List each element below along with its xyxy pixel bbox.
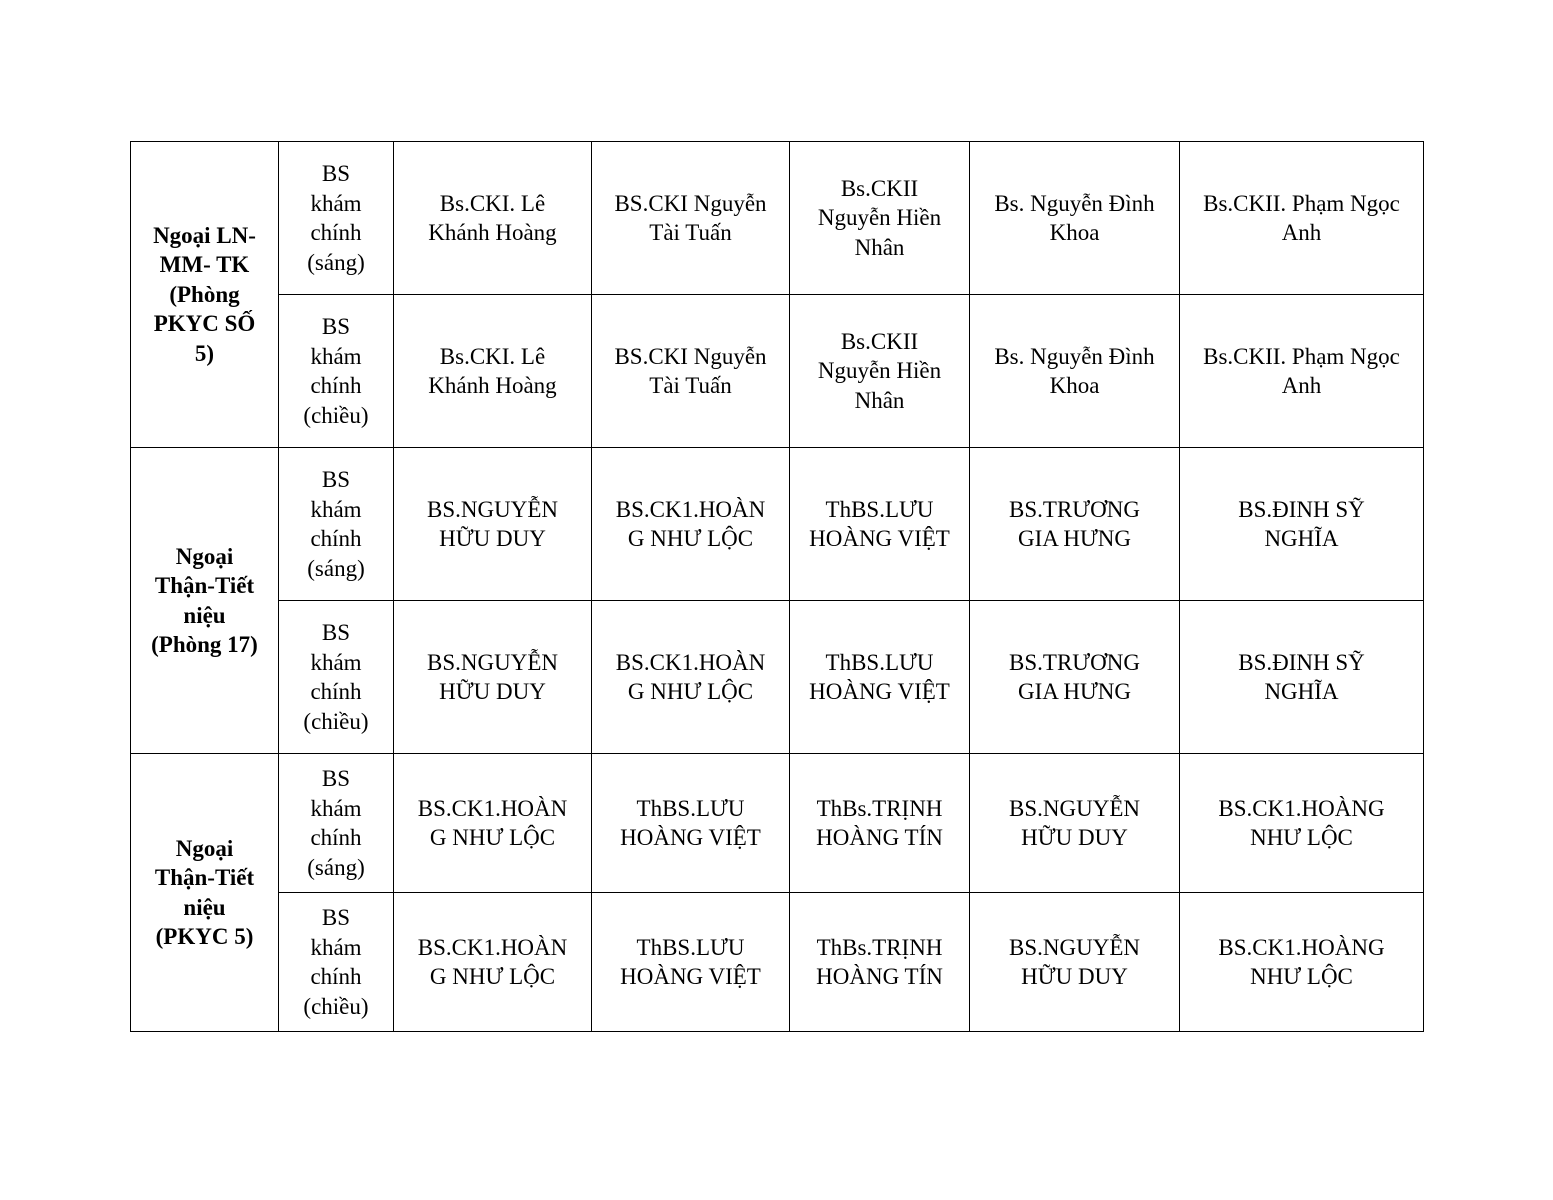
department-cell: Ngoại LN- MM- TK (Phòng PKYC SỐ 5) (131, 142, 279, 448)
schedule-table (130, 141, 1424, 1032)
doctor-cell: BS.CKI Nguyễn Tài Tuấn (592, 295, 790, 448)
role-cell: BS khám chính (chiều) (279, 295, 394, 448)
doctor-cell: ThBS.LƯU HOÀNG VIỆT (592, 893, 790, 1032)
doctor-cell: BS.CK1.HOÀN G NHƯ LỘC (592, 448, 790, 601)
table-row (131, 295, 1424, 448)
table-row (131, 448, 1424, 601)
department-cell: Ngoại Thận-Tiết niệu (Phòng 17) (131, 448, 279, 754)
role-cell: BS khám chính (chiều) (279, 893, 394, 1032)
department-cell: Ngoại Thận-Tiết niệu (PKYC 5) (131, 754, 279, 1032)
doctor-cell: Bs.CKII Nguyễn Hiền Nhân (790, 295, 970, 448)
doctor-cell: ThBs.TRỊNH HOÀNG TÍN (790, 754, 970, 893)
doctor-cell: Bs. Nguyễn Đình Khoa (970, 142, 1180, 295)
doctor-cell: Bs.CKII Nguyễn Hiền Nhân (790, 142, 970, 295)
doctor-cell: BS.NGUYỄN HỮU DUY (970, 754, 1180, 893)
doctor-cell: BS.ĐINH SỸ NGHĨA (1180, 601, 1424, 754)
doctor-cell: BS.NGUYỄN HỮU DUY (970, 893, 1180, 1032)
table-row (131, 754, 1424, 893)
doctor-cell: BS.NGUYỄN HỮU DUY (394, 448, 592, 601)
role-cell: BS khám chính (chiều) (279, 601, 394, 754)
doctor-cell: Bs.CKI. Lê Khánh Hoàng (394, 142, 592, 295)
doctor-cell: BS.CK1.HOÀN G NHƯ LỘC (592, 601, 790, 754)
doctor-cell: ThBS.LƯU HOÀNG VIỆT (790, 448, 970, 601)
table-row (131, 142, 1424, 295)
doctor-cell: Bs.CKII. Phạm Ngọc Anh (1180, 295, 1424, 448)
doctor-cell: ThBS.LƯU HOÀNG VIỆT (592, 754, 790, 893)
doctor-cell: BS.CKI Nguyễn Tài Tuấn (592, 142, 790, 295)
role-cell: BS khám chính (sáng) (279, 448, 394, 601)
doctor-cell: BS.ĐINH SỸ NGHĨA (1180, 448, 1424, 601)
doctor-cell: BS.CK1.HOÀN G NHƯ LỘC (394, 893, 592, 1032)
doctor-cell: ThBs.TRỊNH HOÀNG TÍN (790, 893, 970, 1032)
doctor-cell: Bs.CKII. Phạm Ngọc Anh (1180, 142, 1424, 295)
doctor-cell: BS.TRƯƠNG GIA HƯNG (970, 601, 1180, 754)
doctor-cell: BS.NGUYỄN HỮU DUY (394, 601, 592, 754)
table-row (131, 601, 1424, 754)
doctor-cell: Bs. Nguyễn Đình Khoa (970, 295, 1180, 448)
doctor-cell: BS.TRƯƠNG GIA HƯNG (970, 448, 1180, 601)
role-cell: BS khám chính (sáng) (279, 754, 394, 893)
doctor-cell: Bs.CKI. Lê Khánh Hoàng (394, 295, 592, 448)
doctor-cell: BS.CK1.HOÀN G NHƯ LỘC (394, 754, 592, 893)
doctor-cell: ThBS.LƯU HOÀNG VIỆT (790, 601, 970, 754)
table-row (131, 893, 1424, 1032)
role-cell: BS khám chính (sáng) (279, 142, 394, 295)
doctor-cell: BS.CK1.HOÀNG NHƯ LỘC (1180, 893, 1424, 1032)
doctor-cell: BS.CK1.HOÀNG NHƯ LỘC (1180, 754, 1424, 893)
